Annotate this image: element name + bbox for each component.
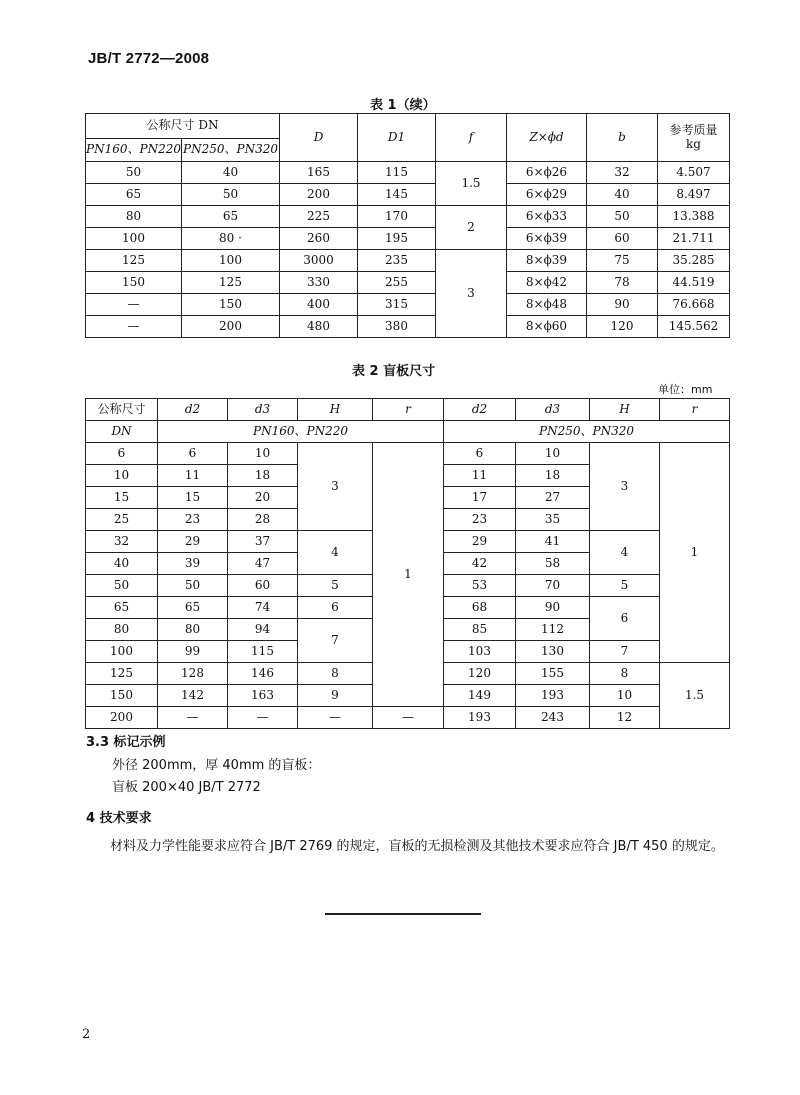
- a-d2: 29: [158, 531, 228, 553]
- a-d2: 128: [158, 663, 228, 685]
- dn: 125: [86, 663, 158, 685]
- a-d3: 20: [228, 487, 298, 509]
- dn: 10: [86, 465, 158, 487]
- dn-a: 150: [86, 272, 182, 294]
- b-d3: 10: [516, 443, 590, 465]
- cell-D1: 170: [358, 206, 436, 228]
- b-d2: 193: [444, 707, 516, 729]
- cell-b: 78: [587, 272, 658, 294]
- dn: 32: [86, 531, 158, 553]
- b-H: 4: [590, 531, 660, 575]
- b-d2: 68: [444, 597, 516, 619]
- a-d2: 11: [158, 465, 228, 487]
- a-d3: 10: [228, 443, 298, 465]
- dn: 150: [86, 685, 158, 707]
- dn-b: 125: [182, 272, 280, 294]
- b-d3: 35: [516, 509, 590, 531]
- end-rule: [325, 913, 481, 915]
- b-d2: 120: [444, 663, 516, 685]
- cell-b: 90: [587, 294, 658, 316]
- dn-a: —: [86, 294, 182, 316]
- dn-a: 125: [86, 250, 182, 272]
- cell-mass: 4.507: [658, 162, 730, 184]
- a-d3: 60: [228, 575, 298, 597]
- b-d3: 18: [516, 465, 590, 487]
- b-H: 12: [590, 707, 660, 729]
- header-mass: 参考质量: [669, 123, 718, 138]
- cell-D: 330: [280, 272, 358, 294]
- dn: 50: [86, 575, 158, 597]
- dn: 100: [86, 641, 158, 663]
- a-d3: 18: [228, 465, 298, 487]
- header-d2: d2: [471, 401, 488, 416]
- dn: 40: [86, 553, 158, 575]
- cell-bolts: 6×ϕ33: [507, 206, 587, 228]
- dn: 6: [86, 443, 158, 465]
- header-D1: D1: [387, 129, 406, 144]
- a-d3: 74: [228, 597, 298, 619]
- header-H: H: [329, 401, 341, 416]
- cell-b: 50: [587, 206, 658, 228]
- header-d3: d3: [254, 401, 271, 416]
- cell-D1: 380: [358, 316, 436, 338]
- a-d3: 146: [228, 663, 298, 685]
- cell-D: 3000: [280, 250, 358, 272]
- header-H: H: [619, 401, 630, 416]
- cell-bolts: 6×ϕ26: [507, 162, 587, 184]
- b-d2: 6: [444, 443, 516, 465]
- header-group-b: PN250、PN320: [539, 423, 634, 438]
- b-d3: 243: [516, 707, 590, 729]
- cell-D: 480: [280, 316, 358, 338]
- cell-mass: 21.711: [658, 228, 730, 250]
- table1-caption: 表 1（续）: [370, 98, 436, 113]
- cell-b: 32: [587, 162, 658, 184]
- dn: 80: [86, 619, 158, 641]
- b-H: 6: [590, 597, 660, 641]
- cell-b: 75: [587, 250, 658, 272]
- b-H: 5: [590, 575, 660, 597]
- b-d2: 103: [444, 641, 516, 663]
- header-b: b: [618, 129, 626, 144]
- cell-mass: 8.497: [658, 184, 730, 206]
- a-d3: 37: [228, 531, 298, 553]
- header-nominal-size: 公称尺寸: [86, 399, 158, 421]
- cell-D1: 195: [358, 228, 436, 250]
- b-d2: 17: [444, 487, 516, 509]
- dn: 15: [86, 487, 158, 509]
- b-d2: 42: [444, 553, 516, 575]
- cell-b: 120: [587, 316, 658, 338]
- b-H: 7: [590, 641, 660, 663]
- table2-unit: 单位：mm: [658, 383, 713, 396]
- b-d3: 41: [516, 531, 590, 553]
- b-d3: 90: [516, 597, 590, 619]
- cell-D: 200: [280, 184, 358, 206]
- cell-bolts: 8×ϕ60: [507, 316, 587, 338]
- cell-bolts: 6×ϕ39: [507, 228, 587, 250]
- cell-mass: 76.668: [658, 294, 730, 316]
- dn-a: 100: [86, 228, 182, 250]
- header-pn-group-a: PN160、PN220: [86, 142, 181, 157]
- header-group-a: PN160、PN220: [253, 423, 348, 438]
- a-d3: 163: [228, 685, 298, 707]
- a-d2: 142: [158, 685, 228, 707]
- a-r: —: [373, 707, 444, 729]
- header-f: f: [468, 129, 474, 144]
- cell-mass: 13.388: [658, 206, 730, 228]
- cell-D1: 315: [358, 294, 436, 316]
- a-H: 6: [298, 597, 373, 619]
- b-H: 8: [590, 663, 660, 685]
- header-r: r: [405, 401, 411, 416]
- cell-bolts: 8×ϕ42: [507, 272, 587, 294]
- section-4-title: 4 技术要求: [86, 811, 152, 826]
- dn-a: 50: [86, 162, 182, 184]
- section-4-paragraph: 材料及力学性能要求应符合 JB/T 2769 的规定，盲板的无损检测及其他技术要求应符合 JB/T 450 的规定。: [110, 839, 724, 854]
- b-d3: 27: [516, 487, 590, 509]
- cell-bolts: 6×ϕ29: [507, 184, 587, 206]
- table2-caption: 表 2 盲板尺寸: [352, 364, 436, 379]
- a-H: 3: [298, 443, 373, 531]
- cell-bolts: 8×ϕ48: [507, 294, 587, 316]
- b-H: 3: [590, 443, 660, 531]
- cell-f: 1.5: [436, 162, 507, 206]
- cell-D1: 255: [358, 272, 436, 294]
- dn-b: 40: [182, 162, 280, 184]
- dn-b: 65: [182, 206, 280, 228]
- cell-mass: 44.519: [658, 272, 730, 294]
- b-d2: 53: [444, 575, 516, 597]
- header-mass-unit: kg: [686, 136, 701, 151]
- b-d2: 149: [444, 685, 516, 707]
- dn-b: 150: [182, 294, 280, 316]
- b-r: 1.5: [660, 663, 730, 729]
- dn: 25: [86, 509, 158, 531]
- a-d3: 28: [228, 509, 298, 531]
- b-d2: 11: [444, 465, 516, 487]
- b-d2: 29: [444, 531, 516, 553]
- a-H: 4: [298, 531, 373, 575]
- header-d3: d3: [544, 401, 561, 416]
- header-nominal-size: 公称尺寸 DN: [86, 114, 280, 139]
- dn-b: 80 ·: [182, 228, 280, 250]
- dn-b: 200: [182, 316, 280, 338]
- cell-f: 2: [436, 206, 507, 250]
- cell-D: 225: [280, 206, 358, 228]
- dn: 200: [86, 707, 158, 729]
- header-r: r: [691, 401, 698, 416]
- b-d3: 112: [516, 619, 590, 641]
- table1-flange-dimensions: [85, 113, 730, 338]
- table2-blind-plate-dimensions: [85, 398, 730, 729]
- header-d2: d2: [184, 401, 201, 416]
- header-D: D: [313, 129, 324, 144]
- cell-D: 400: [280, 294, 358, 316]
- a-d2: 39: [158, 553, 228, 575]
- a-H: —: [298, 707, 373, 729]
- document-code: JB/T 2772—2008: [88, 50, 210, 67]
- cell-f: 3: [436, 250, 507, 338]
- a-d2: 50: [158, 575, 228, 597]
- cell-b: 40: [587, 184, 658, 206]
- dn-a: 80: [86, 206, 182, 228]
- page-number: 2: [82, 1027, 91, 1042]
- cell-mass: 145.562: [658, 316, 730, 338]
- b-d3: 155: [516, 663, 590, 685]
- b-d3: 58: [516, 553, 590, 575]
- a-H: 8: [298, 663, 373, 685]
- cell-D: 260: [280, 228, 358, 250]
- b-d3: 70: [516, 575, 590, 597]
- a-d3: —: [228, 707, 298, 729]
- cell-bolts: 8×ϕ39: [507, 250, 587, 272]
- dn-b: 100: [182, 250, 280, 272]
- marking-example-line-2: 盲板 200×40 JB/T 2772: [112, 780, 261, 795]
- b-d3: 130: [516, 641, 590, 663]
- a-d2: 65: [158, 597, 228, 619]
- cell-D1: 235: [358, 250, 436, 272]
- cell-mass: 35.285: [658, 250, 730, 272]
- cell-D: 165: [280, 162, 358, 184]
- a-d2: 23: [158, 509, 228, 531]
- a-d2: —: [158, 707, 228, 729]
- dn-a: 65: [86, 184, 182, 206]
- cell-b: 60: [587, 228, 658, 250]
- dn-a: —: [86, 316, 182, 338]
- a-r: 1: [373, 443, 444, 707]
- header-pn-group-b: PN250、PN320: [183, 142, 278, 157]
- cell-D1: 115: [358, 162, 436, 184]
- header-bolts: Z×ϕd: [529, 129, 564, 144]
- a-d2: 80: [158, 619, 228, 641]
- b-d3: 193: [516, 685, 590, 707]
- a-H: 9: [298, 685, 373, 707]
- b-H: 10: [590, 685, 660, 707]
- header-dn: DN: [111, 423, 132, 438]
- section-3-3-title: 3.3 标记示例: [86, 735, 166, 750]
- a-H: 7: [298, 619, 373, 663]
- a-d3: 94: [228, 619, 298, 641]
- dn: 65: [86, 597, 158, 619]
- b-d2: 85: [444, 619, 516, 641]
- a-d3: 47: [228, 553, 298, 575]
- cell-D1: 145: [358, 184, 436, 206]
- a-d2: 15: [158, 487, 228, 509]
- a-d3: 115: [228, 641, 298, 663]
- b-r: 1: [660, 443, 730, 663]
- b-d2: 23: [444, 509, 516, 531]
- marking-example-line-1: 外径 200mm，厚 40mm 的盲板：: [112, 758, 321, 773]
- a-d2: 99: [158, 641, 228, 663]
- a-H: 5: [298, 575, 373, 597]
- a-d2: 6: [158, 443, 228, 465]
- dn-b: 50: [182, 184, 280, 206]
